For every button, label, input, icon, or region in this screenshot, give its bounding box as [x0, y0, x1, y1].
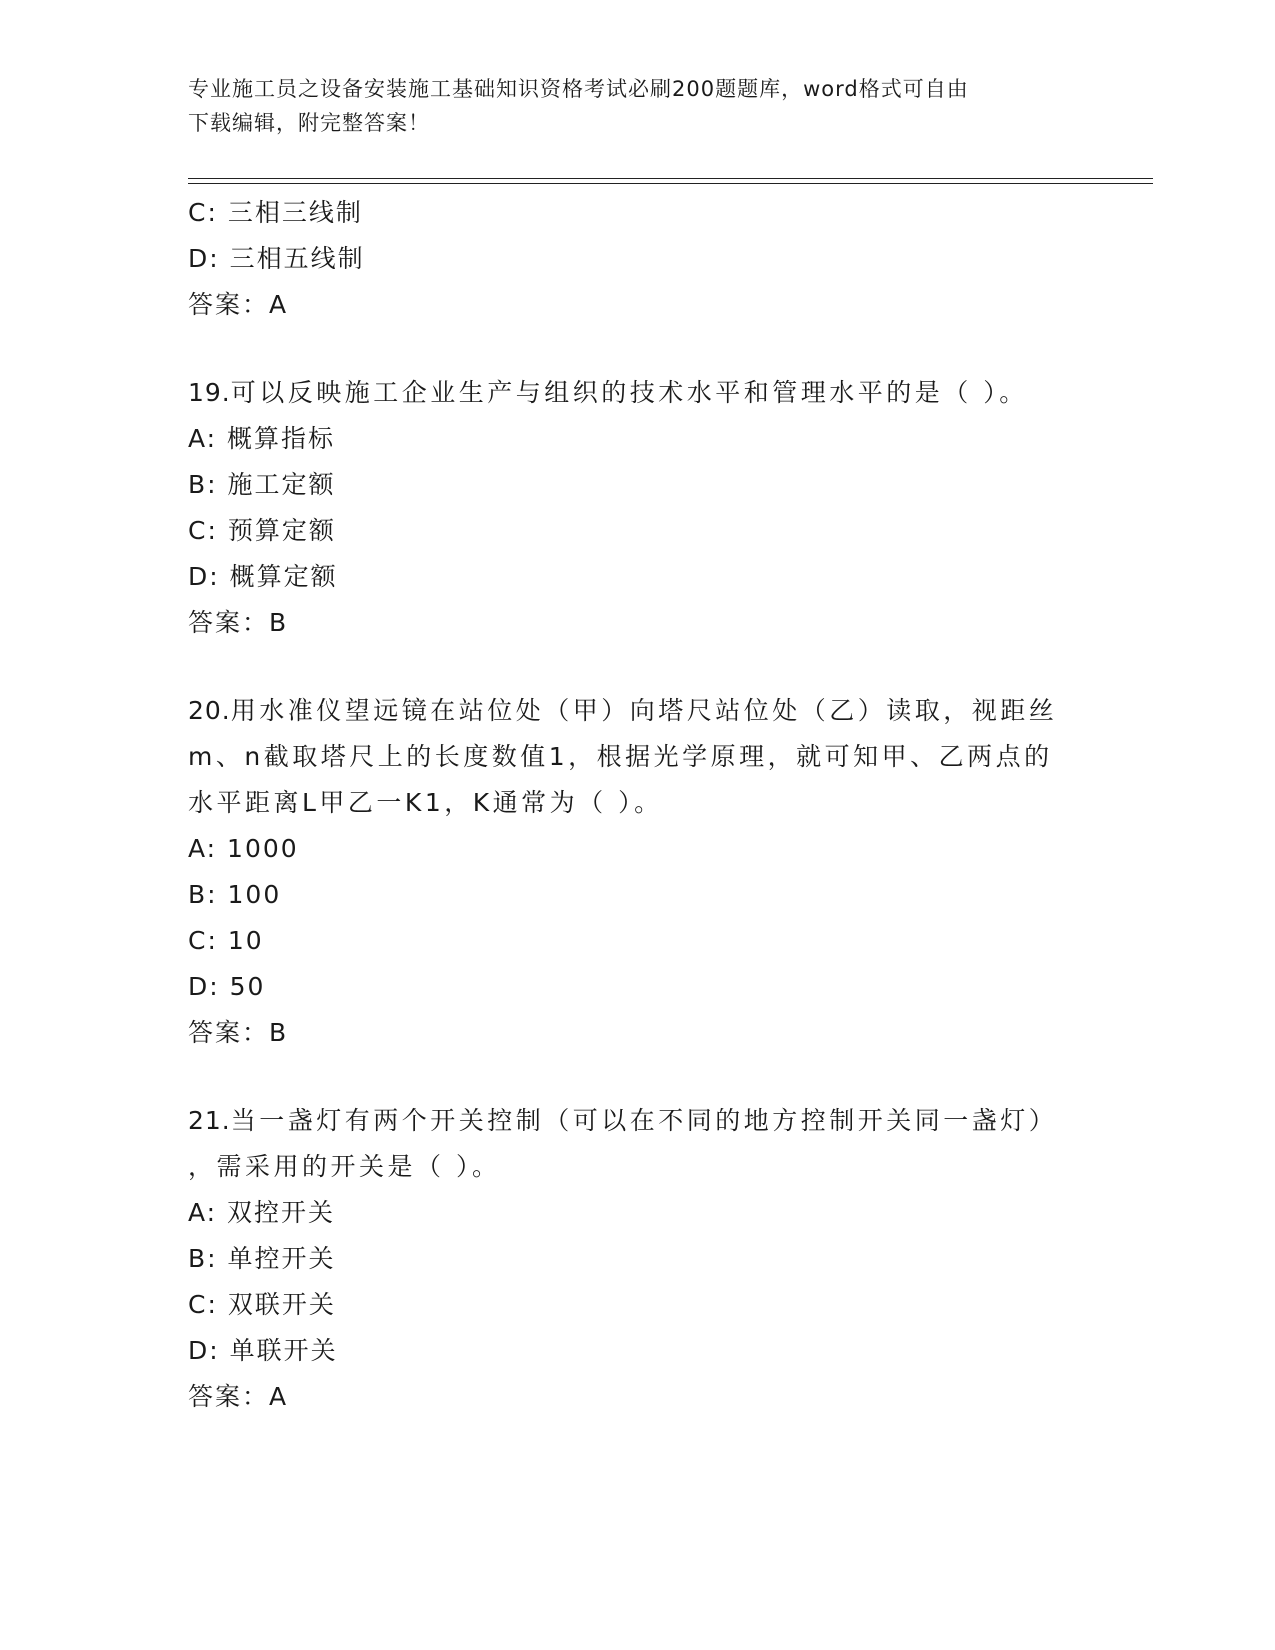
option-label: B: — [188, 470, 218, 499]
option-text: 双控开关 — [227, 1198, 336, 1227]
option-c — [188, 190, 1088, 236]
option-text: 施工定额 — [227, 470, 336, 499]
option-b — [188, 462, 1088, 508]
question-text-cont: m、n截取塔尺上的长度数值1，根据光学原理，就可知甲、乙两点的 — [188, 742, 1053, 771]
header-divider-bottom — [188, 183, 1153, 184]
question-21 — [188, 1098, 1088, 1420]
option-b — [188, 872, 1088, 918]
option-text: 三相三线制 — [227, 198, 363, 227]
answer-label: 答案： — [188, 290, 270, 319]
answer-value: A — [269, 1382, 287, 1411]
question-line: 用水准仪望远镜在站位处（甲）向塔尺站位处（乙）读取，视距丝 — [230, 696, 1058, 725]
answer-line — [188, 600, 1088, 646]
option-text: 概算指标 — [227, 424, 336, 453]
option-text: 概算定额 — [229, 562, 338, 591]
option-d — [188, 554, 1088, 600]
option-c — [188, 508, 1088, 554]
option-label: B: — [188, 1244, 218, 1273]
answer-line — [188, 1010, 1088, 1056]
answer-value: B — [269, 608, 287, 637]
answer-label: 答案： — [188, 608, 270, 637]
answer-label: 答案： — [188, 1382, 270, 1411]
option-text: 1000 — [227, 834, 299, 863]
option-c — [188, 1282, 1088, 1328]
question-text-cont: 水平距离L甲乙一K1，K通常为（ ）。 — [188, 788, 663, 817]
option-text: 三相五线制 — [229, 244, 365, 273]
option-a — [188, 826, 1088, 872]
question-19 — [188, 370, 1088, 646]
option-a — [188, 1190, 1088, 1236]
question-text — [188, 370, 1088, 416]
question-number: 20. — [188, 696, 231, 725]
answer-value: B — [269, 1018, 287, 1047]
question-18-tail — [188, 190, 1088, 328]
option-label: A: — [188, 1198, 218, 1227]
option-text: 50 — [229, 972, 266, 1001]
option-text: 单联开关 — [229, 1336, 338, 1365]
option-b — [188, 1236, 1088, 1282]
answer-line — [188, 282, 1088, 328]
option-label: B: — [188, 880, 218, 909]
answer-label: 答案： — [188, 1018, 270, 1047]
header-divider-top — [188, 178, 1153, 179]
option-a — [188, 416, 1088, 462]
option-label: D: — [188, 972, 220, 1001]
answer-value: A — [269, 290, 287, 319]
question-number: 19. — [188, 378, 231, 407]
option-text: 10 — [227, 926, 264, 955]
question-list — [188, 190, 1088, 1420]
option-d — [188, 964, 1088, 1010]
option-d — [188, 1328, 1088, 1374]
option-label: A: — [188, 424, 218, 453]
option-text: 100 — [227, 880, 282, 909]
option-text: 双联开关 — [227, 1290, 336, 1319]
option-d — [188, 236, 1088, 282]
answer-line — [188, 1374, 1088, 1420]
option-c — [188, 918, 1088, 964]
header-line-1: 专业施工员之设备安装施工基础知识资格考试必刷200题题库，word格式可自由 — [188, 77, 969, 101]
header-line-2: 下载编辑，附完整答案！ — [188, 111, 430, 135]
option-text: 预算定额 — [227, 516, 336, 545]
option-label: C: — [188, 516, 218, 545]
option-label: C: — [188, 926, 218, 955]
option-text: 单控开关 — [227, 1244, 336, 1273]
question-text-cont: ，需采用的开关是（ ）。 — [188, 1152, 501, 1181]
question-20 — [188, 688, 1088, 1056]
question-number: 21. — [188, 1106, 231, 1135]
option-label: D: — [188, 244, 220, 273]
question-text — [188, 688, 1088, 734]
question-text — [188, 1098, 1088, 1144]
option-label: A: — [188, 834, 218, 863]
page-header — [188, 72, 1068, 140]
question-line: 可以反映施工企业生产与组织的技术水平和管理水平的是（ ）。 — [230, 378, 1028, 407]
option-label: D: — [188, 1336, 220, 1365]
option-label: C: — [188, 1290, 218, 1319]
option-label: D: — [188, 562, 220, 591]
question-line: 当一盏灯有两个开关控制（可以在不同的地方控制开关同一盏灯） — [230, 1106, 1058, 1135]
option-label: C: — [188, 198, 218, 227]
